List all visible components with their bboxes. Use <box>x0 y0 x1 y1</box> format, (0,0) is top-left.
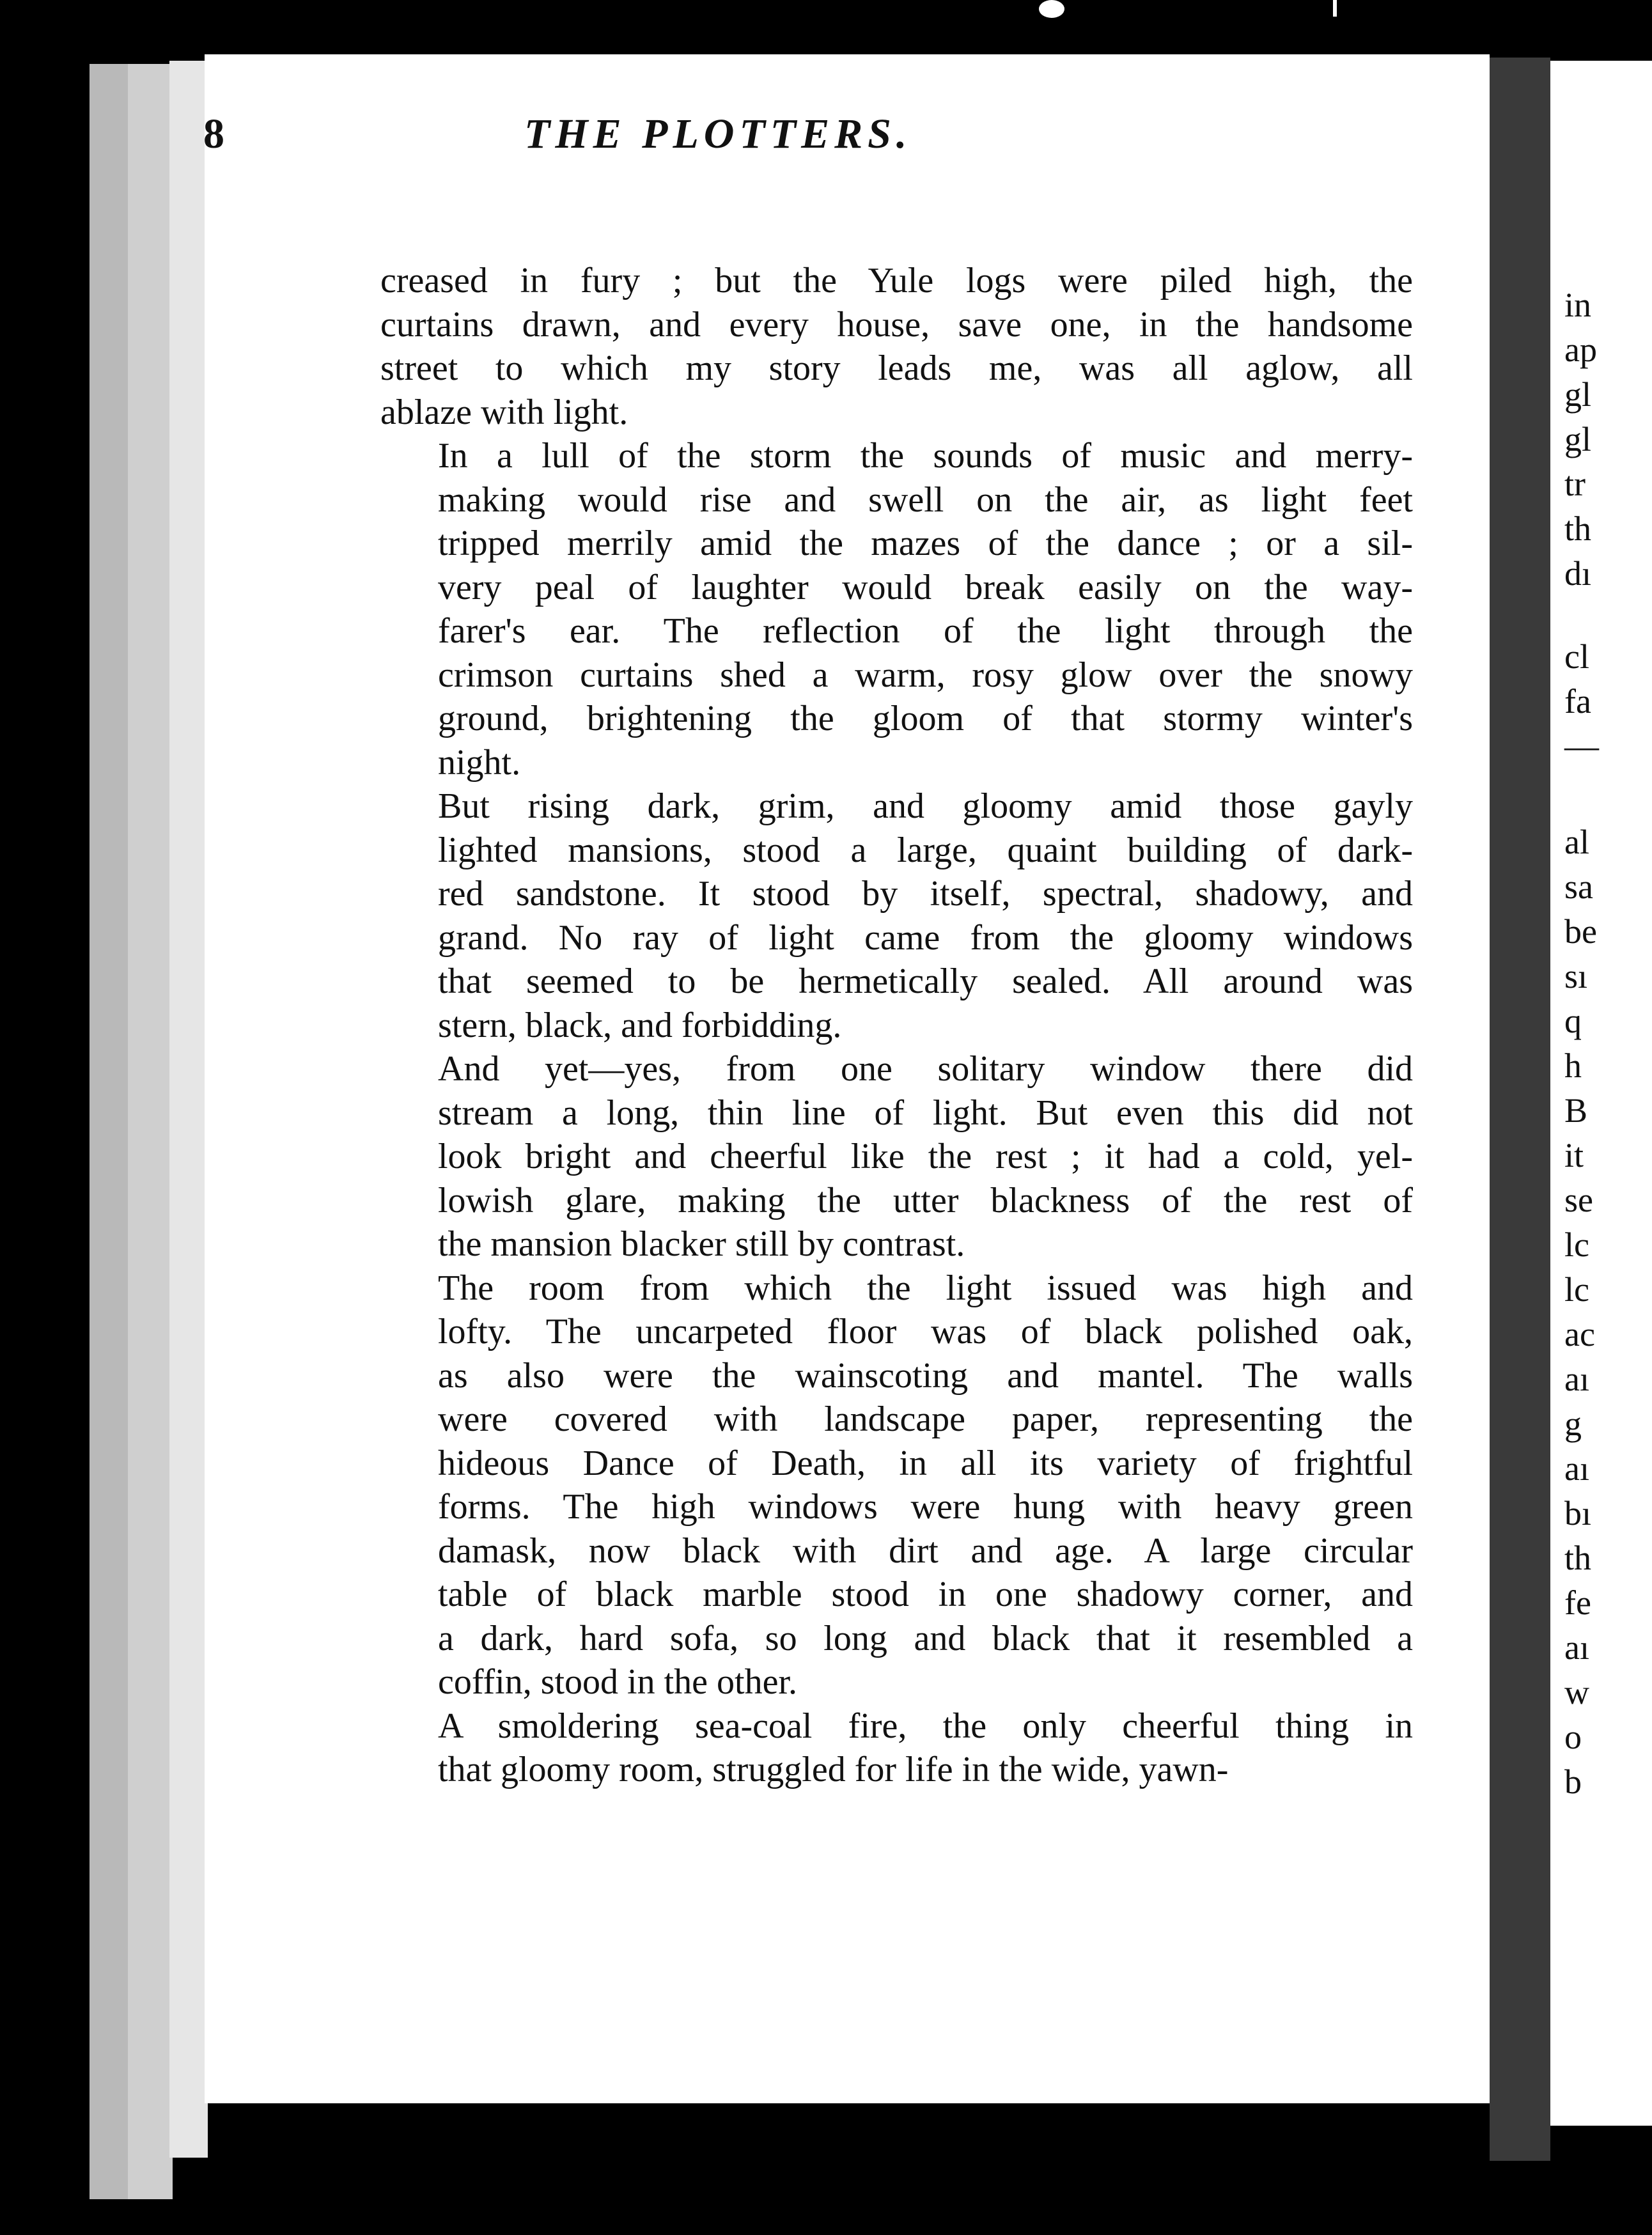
facing-page-fragment: tr <box>1564 465 1586 503</box>
text-line: tripped merrily amid the mazes of the dance ; or a sil- <box>438 524 1413 563</box>
facing-page-fragment: h <box>1564 1047 1582 1085</box>
book-gutter <box>1490 58 1550 2161</box>
facing-page-fragment: it <box>1564 1136 1584 1174</box>
text-line: curtains drawn, and every house, save one, in the handsome <box>380 304 1413 345</box>
paragraph <box>380 259 1413 434</box>
text-line: lofty. The uncarpeted floor was of black polished oak, <box>438 1312 1413 1351</box>
text-line: red sandstone. It stood by itself, spectral, shadowy, and <box>438 874 1413 914</box>
text-line: farer's ear. The reflection of the light through the <box>438 611 1413 651</box>
facing-page-fragment: gl <box>1564 375 1592 414</box>
text-line: night. <box>438 742 521 783</box>
facing-page-fragment: aı <box>1564 1360 1589 1398</box>
facing-page-fragment: B <box>1564 1091 1588 1130</box>
text-line: In a lull of the storm the sounds of music and merry- <box>438 436 1413 476</box>
text-line: that gloomy room, struggled for life in the wide, yawn- <box>438 1750 1229 1789</box>
paragraph <box>380 434 1413 784</box>
paragraph <box>380 1266 1413 1704</box>
text-line: as also were the wainscoting and mantel. The walls <box>438 1355 1413 1396</box>
text-line: were covered with landscape paper, representing the <box>438 1399 1413 1439</box>
page-stack-edge <box>128 64 173 2199</box>
text-line: that seemed to be hermetically sealed. All around was <box>438 962 1413 1001</box>
text-line: damask, now black with dirt and age. A large circular <box>438 1530 1413 1571</box>
facing-page-fragment: se <box>1564 1181 1593 1219</box>
paragraph <box>380 1704 1413 1792</box>
scan-speck <box>1333 0 1337 17</box>
running-title: THE PLOTTERS. <box>524 111 912 157</box>
page-number: 8 <box>203 111 224 157</box>
facing-page-fragment: — <box>1564 727 1599 765</box>
facing-page-fragment: aı <box>1564 1449 1589 1488</box>
paragraph <box>380 784 1413 1047</box>
text-line: lowish glare, making the utter blackness of the rest of <box>438 1180 1413 1220</box>
facing-page-edge <box>1550 61 1652 2126</box>
paragraph <box>380 1047 1413 1266</box>
text-line: coffin, stood in the other. <box>438 1662 797 1702</box>
text-line: forms. The high windows were hung with heavy green <box>438 1487 1413 1527</box>
text-line: table of black marble stood in one shadowy corner, and <box>438 1575 1413 1614</box>
facing-page-fragment: th <box>1564 1539 1592 1577</box>
body-text <box>380 259 1413 1792</box>
page-stack-edge <box>169 61 208 2158</box>
facing-page-fragment: al <box>1564 823 1589 861</box>
facing-page-fragment: th <box>1564 510 1592 548</box>
text-line: hideous Dance of Death, in all its variety of frightful <box>438 1443 1413 1483</box>
text-line: lighted mansions, stood a large, quaint building of dark- <box>438 830 1413 870</box>
facing-page-fragment: lc <box>1564 1226 1589 1264</box>
text-line: crimson curtains shed a warm, rosy glow over the snowy <box>438 655 1413 695</box>
facing-page-fragment: g <box>1564 1405 1582 1443</box>
scan-speck <box>1039 0 1064 18</box>
facing-page-fragment: gl <box>1564 420 1592 458</box>
facing-page-fragment: cl <box>1564 637 1589 676</box>
text-line: very peal of laughter would break easily on the way- <box>438 567 1413 607</box>
facing-page-fragment: bı <box>1564 1494 1592 1532</box>
facing-page-fragment: aı <box>1564 1628 1589 1667</box>
text-line: creased in fury ; but the Yule logs were piled high, the <box>380 261 1413 300</box>
facing-page-fragment: be <box>1564 912 1597 951</box>
facing-page-fragment: dı <box>1564 554 1592 593</box>
facing-page-fragment: ap <box>1564 331 1597 369</box>
facing-page-fragment: in <box>1564 286 1592 324</box>
text-line: the mansion blacker still by contrast. <box>438 1224 965 1264</box>
text-line: ablaze with light. <box>380 392 628 432</box>
text-line: A smoldering sea-coal fire, the only cheerful thing in <box>438 1706 1413 1746</box>
facing-page-fragment: w <box>1564 1673 1589 1711</box>
text-line: a dark, hard sofa, so long and black that it resembled a <box>438 1618 1413 1658</box>
text-line: look bright and cheerful like the rest ; it had a cold, yel- <box>438 1137 1413 1176</box>
facing-page-fragment: ac <box>1564 1315 1595 1353</box>
facing-page-fragment: lc <box>1564 1270 1589 1309</box>
text-line: making would rise and swell on the air, as light feet <box>438 479 1413 520</box>
text-line: ground, brightening the gloom of that stormy winter's <box>438 699 1413 738</box>
text-line: stream a long, thin line of light. But even this did not <box>438 1093 1413 1133</box>
facing-page-fragment: sı <box>1564 957 1588 995</box>
facing-page-fragment: o <box>1564 1718 1582 1756</box>
facing-page-fragment: q <box>1564 1002 1582 1040</box>
text-line: The room from which the light issued was high and <box>438 1268 1413 1308</box>
facing-page-fragment: sa <box>1564 868 1593 906</box>
text-line: But rising dark, grim, and gloomy amid those gayly <box>438 786 1413 826</box>
text-line: grand. No ray of light came from the gloomy windows <box>438 917 1413 958</box>
facing-page-fragment: fe <box>1564 1584 1591 1622</box>
facing-page-fragment: b <box>1564 1763 1582 1801</box>
text-line: And yet—yes, from one solitary window there did <box>438 1049 1413 1089</box>
text-line: street to which my story leads me, was all aglow, all <box>380 348 1413 388</box>
text-line: stern, black, and forbidding. <box>438 1005 842 1045</box>
facing-page-fragment: fa <box>1564 682 1591 720</box>
